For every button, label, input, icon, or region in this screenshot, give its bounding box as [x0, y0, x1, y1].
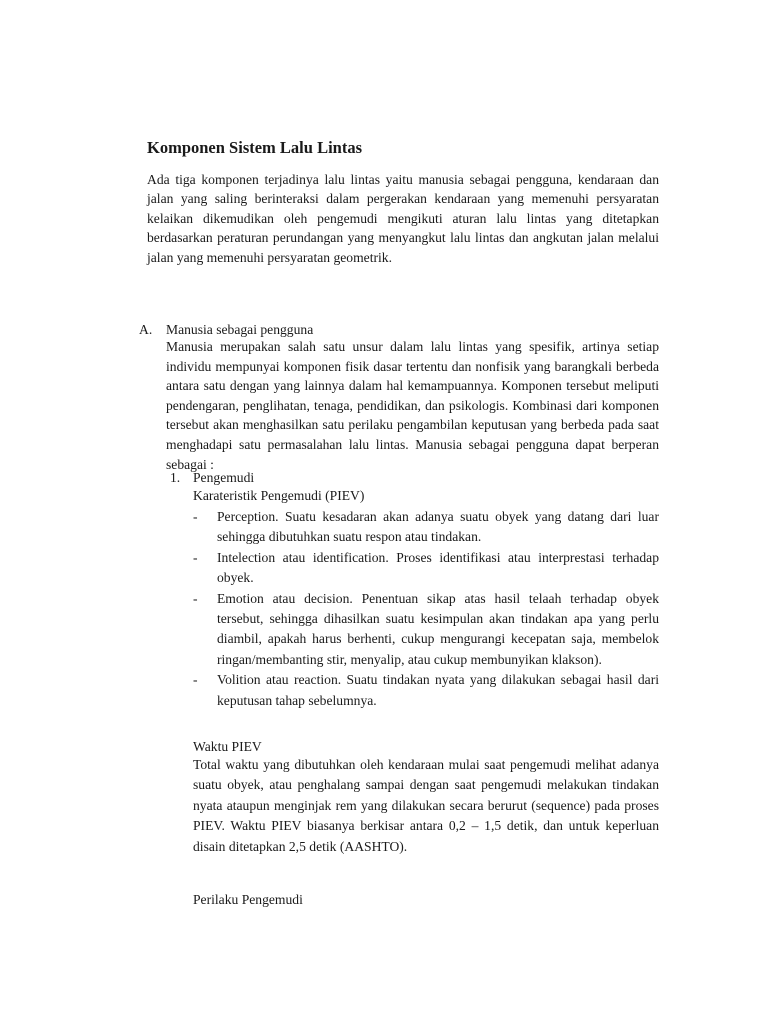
item-1-marker: 1. — [170, 470, 181, 485]
bullet-text: Emotion atau decision. Penentuan sikap atas hasil telaah terhadap obyek tersebut, sehingga dihasilkan suatu kesimpulan akan tindakan apa yang perlu diambil, apakah harus berhenti, cukup mengurangi kecepatan saja, membelok ringan/membanting stir, menyalip, atau cukup membunyikan klakson). — [217, 590, 659, 667]
bullet-dash: - — [193, 509, 198, 524]
waktu-piev-body: Total waktu yang dibutuhkan oleh kendaraan mulai saat pengemudi melihat adanya suatu obyek, atau penghalang sampai dengan saat pengemudi melakukan tindakan nyata ataupun menginjak rem yang dilakukan secara berurut (sequence) pada proses PIEV. Waktu PIEV biasanya berkisar antara 0,2 – 1,5 detik, dan untuk keperluan disain ditetapkan 2,5 detik (AASHTO). — [193, 757, 659, 854]
document-title: Komponen Sistem Lalu Lintas — [147, 138, 362, 157]
waktu-piev-heading: Waktu PIEV — [193, 739, 262, 754]
bullet-dash: - — [193, 590, 198, 606]
bullet-text: Perception. Suatu kesadaran akan adanya suatu obyek yang datang dari luar sehingga dibutuhkan suatu respon atau tindakan. — [217, 509, 659, 545]
list-item — [193, 670, 659, 711]
list-item — [193, 548, 659, 589]
list-item — [193, 507, 659, 548]
bullet-text: Volition atau reaction. Suatu tindakan nyata yang dilakukan sebagai hasil dari keputusan tahap sebelumnya. — [217, 672, 659, 708]
item-1-heading: Pengemudi — [193, 470, 255, 485]
piev-subheading: Karateristik Pengemudi (PIEV) — [193, 488, 365, 503]
bullet-text: Intelection atau identification. Proses identifikasi atau interprestasi terhadap obyek. — [217, 549, 659, 586]
section-a-heading: Manusia sebagai pengguna — [166, 322, 314, 337]
intro-paragraph: Ada tiga komponen terjadinya lalu lintas yaitu manusia sebagai pengguna, kendaraan dan jalan yang saling berinteraksi dalam pergerakan kendaraan yang memenuhi persyaratan kelaikan dikemudikan oleh pengemudi mengikuti aturan lalu lintas yang ditetapkan berdasarkan peraturan perundangan yang menyangkut lalu lintas dan angkutan jalan melalui jalan yang memenuhi persyaratan geometrik. — [147, 172, 659, 265]
list-item — [193, 589, 659, 671]
bullet-dash: - — [193, 549, 198, 565]
piev-bullet-list — [193, 507, 659, 711]
bullet-dash: - — [193, 672, 198, 688]
section-a-body: Manusia merupakan salah satu unsur dalam lalu lintas yang spesifik, artinya setiap individu mempunyai komponen fisik dasar tertentu dan nonfisik yang barangkali berbeda antara satu dengan yang lainnya dalam hal kemampuannya. Komponen tersebut meliputi pendengaran, penglihatan, tenaga, pendidikan, dan psikologis. Kombinasi dari komponen tersebut akan menghasilkan satu perilaku pengambilan keputusan yang berbeda pada saat menghadapi satu permasalahan lalu lintas. Manusia sebagai pengguna dapat berperan sebagai : — [166, 339, 659, 472]
perilaku-pengemudi-heading: Perilaku Pengemudi — [193, 892, 303, 907]
section-a-marker: A. — [139, 322, 153, 337]
